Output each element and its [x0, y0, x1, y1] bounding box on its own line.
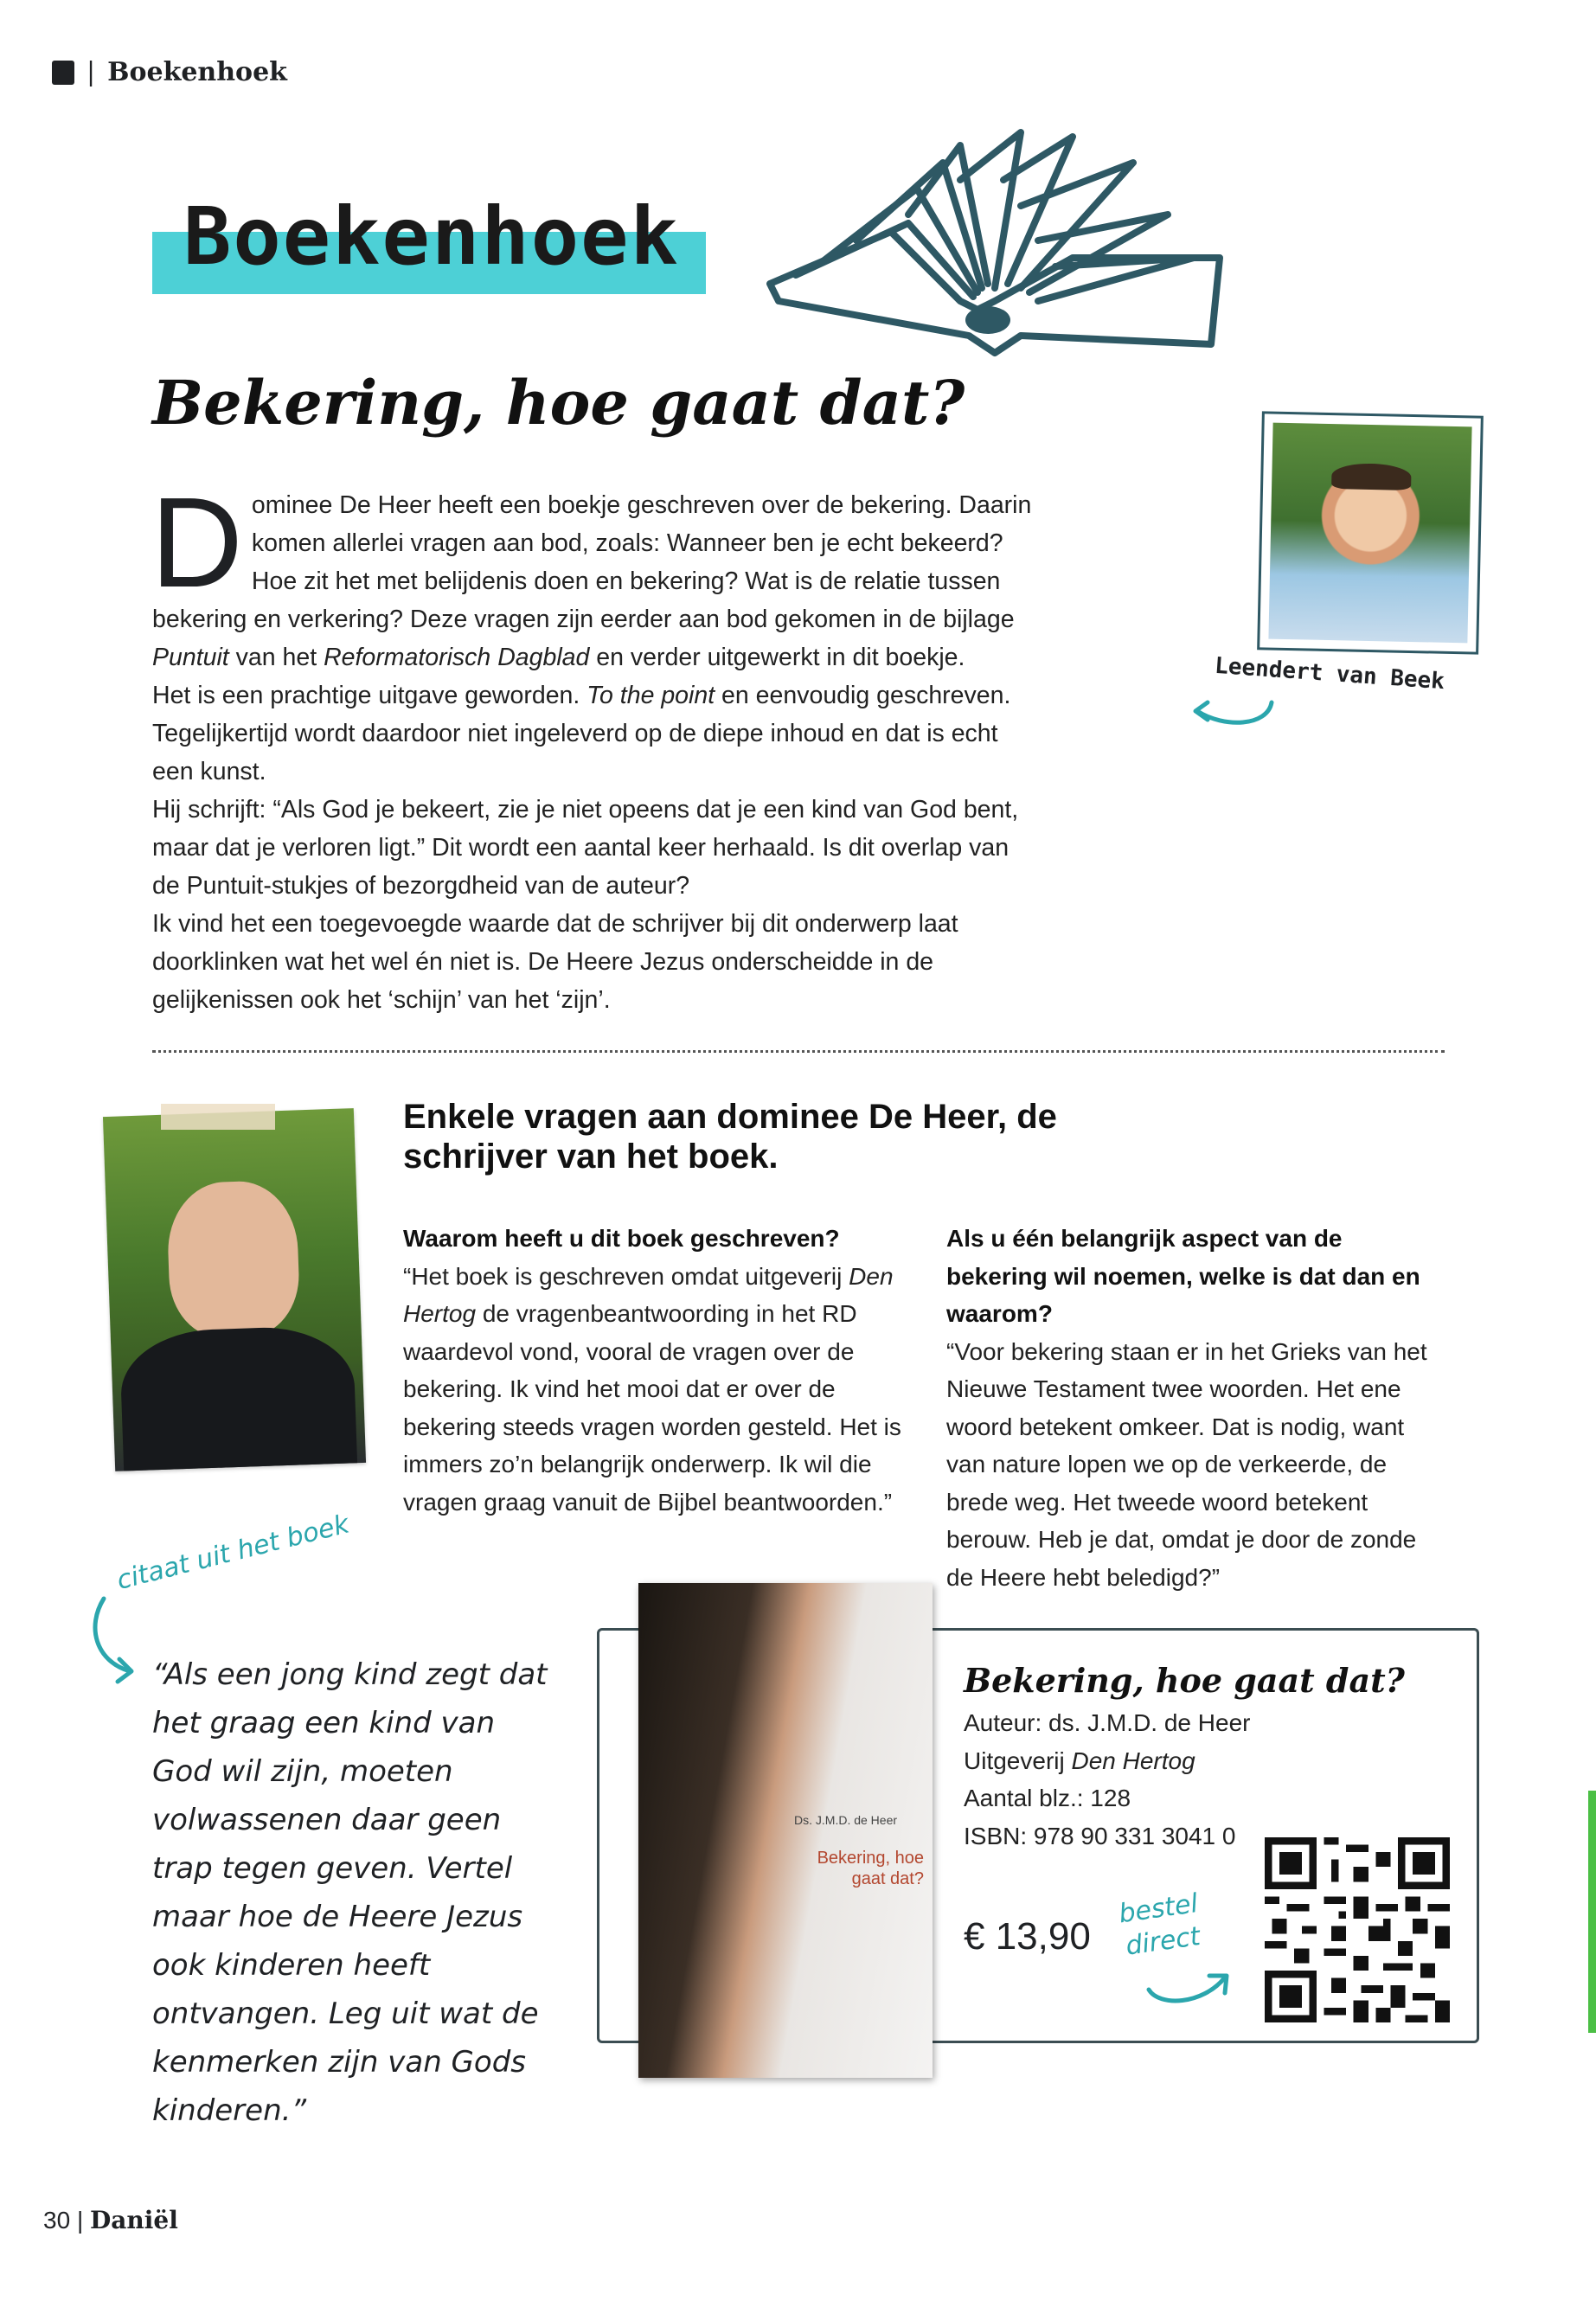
qr-code[interactable] [1265, 1837, 1450, 2022]
book-price: € 13,90 [964, 1915, 1091, 1958]
article-paragraph-4: Ik vind het een toegevoegde waarde dat de schrijver bij dit onderwerp laat doorklinken wat het wel én niet is. De Heere Jezus onderscheidde in de gelijkenissen ook het ‘schijn’ van het ‘zijn’. [152, 910, 958, 1014]
book-quote: “Als een jong kind zegt dat het graag een kind van God wil zijn, moeten volwassenen daar geen trap tegen geven. Vertel maar hoe de Heere Jezus ook kinderen heeft ontvangen. Leg uit wat de kenmerken zijn van Gods kinderen.” [152, 1657, 548, 2128]
book-info-details [964, 1704, 1250, 1855]
running-header [52, 57, 287, 87]
reviewer-photo-frame [1257, 411, 1484, 654]
interview-title: Enkele vragen aan dominee De Heer, de schrijver van het boek. [403, 1098, 1057, 1176]
p1-italic-rd: Reformatorisch Dagblad [324, 644, 590, 671]
drop-cap: D [151, 471, 243, 614]
photo-tape [161, 1104, 275, 1130]
book-isbn: ISBN: 978 90 331 3041 0 [964, 1822, 1236, 1849]
book-author: Auteur: ds. J.M.D. de Heer [964, 1709, 1251, 1736]
publisher-prefix: Uitgeverij [964, 1747, 1072, 1774]
order-arrow-icon [1142, 1964, 1237, 2016]
interview-question-1: Waarom heeft u dit boek geschreven? [403, 1225, 840, 1252]
order-line-2: direct [1124, 1920, 1202, 1962]
interview-answer-2: “Voor bekering staan er in het Grieks van het Nieuwe Testament twee woorden. Het ene woord betekent omkeer. Dat is nodig, want van nature lopen we op de verkeerde, de brede weg. Het tweede woord betekent berouw. Heb je dat, omdat je door de zonde de Heere hebt beledigd?” [946, 1337, 1427, 1591]
header-section-label: Boekenhoek [107, 57, 287, 87]
interview-column-left [403, 1220, 905, 1521]
answer-1-start: “Het boek is geschreven omdat uitgeverij [403, 1262, 849, 1290]
header-separator: | [87, 57, 96, 87]
order-direct-label [1117, 1888, 1204, 1964]
book-icon [52, 61, 74, 85]
edge-color-mark [1588, 1791, 1596, 2033]
interview-column-right [946, 1220, 1448, 1596]
cover-author: Ds. J.M.D. de Heer [794, 1813, 898, 1827]
interview-question-2: Als u één belangrijk aspect van de bekering wil noemen, welke is dat dan en waarom? [946, 1225, 1420, 1327]
book-cover [638, 1583, 933, 2078]
interview-answer-1 [403, 1258, 905, 1522]
curved-arrow-icon [1185, 692, 1280, 735]
p1-mid: van het [228, 644, 324, 671]
book-info-title: Bekering, hoe gaat dat? [964, 1661, 1405, 1700]
publisher-name: Den Hertog [1071, 1747, 1195, 1774]
p2-italic: To the point [586, 682, 715, 709]
reviewer-name: Leendert van Beek [1214, 652, 1445, 695]
order-line-1: bestel [1117, 1888, 1200, 1930]
reviewer-photo [1268, 423, 1471, 644]
book-pages: Aantal blz.: 128 [964, 1785, 1131, 1811]
open-book-icon [761, 128, 1228, 362]
answer-1-italic: Den Hertog [403, 1262, 894, 1327]
p2-end: en eenvoudig geschreven. Tegelijkertijd wordt daardoor niet ingeleverd op de diepe inhoud en dat is echt een kunst. [152, 682, 1011, 785]
dotted-divider [152, 1050, 1445, 1053]
p1-italic-puntuit: Puntuit [152, 644, 229, 671]
cover-title: Bekering, hoe gaat dat? [817, 1849, 924, 1888]
article-title: Bekering, hoe gaat dat? [152, 367, 965, 439]
magazine-name: Daniël [90, 2206, 178, 2234]
article-paragraph-1 [151, 471, 1035, 676]
citation-arrow-icon [87, 1592, 147, 1687]
p1-text: ominee De Heer heeft een boekje geschreven over de bekering. Daarin komen allerlei vragen aan bod, zoals: Wanneer ben je echt bekeerd? Hoe zit het met belijdenis doen en bekering? Wat is de relatie tussen bekering en verkering? Deze vragen zijn eerder aan bod gekomen in de bijlage [152, 491, 1032, 633]
answer-1-end: de vragenbeantwoording in het RD waardevol vond, vooral de vragen over de bekering. Ik vind het mooi dat er over de bekering steeds vragen worden gesteld. Het is immers zo’n belangrijk onderwerp. Ik wil die vragen graag vanuit de Bijbel beantwoorden.” [403, 1300, 901, 1516]
section-title: Boekenhoek [183, 190, 680, 283]
author-photo [103, 1108, 366, 1471]
p2-start: Het is een prachtige uitgave geworden. [152, 682, 587, 709]
article-paragraph-2 [152, 676, 1035, 791]
page-number: 30 [43, 2207, 71, 2234]
footer-separator: | [76, 2207, 90, 2234]
article-paragraph-3: Hij schrijft: “Als God je bekeert, zie je niet opeens dat je een kind van God bent, maar dat je verloren ligt.” Dit wordt een aantal keer herhaald. Is dit overlap van de Puntuit-stukjes of bezorgdheid van de auteur? [152, 796, 1019, 900]
article-body [151, 471, 1035, 1019]
book-publisher [964, 1742, 1250, 1780]
p1-end: en verder uitgewerkt in dit boekje. [589, 644, 965, 671]
citation-label: citaat uit het boek [113, 1509, 353, 1596]
page-footer [43, 2206, 178, 2234]
